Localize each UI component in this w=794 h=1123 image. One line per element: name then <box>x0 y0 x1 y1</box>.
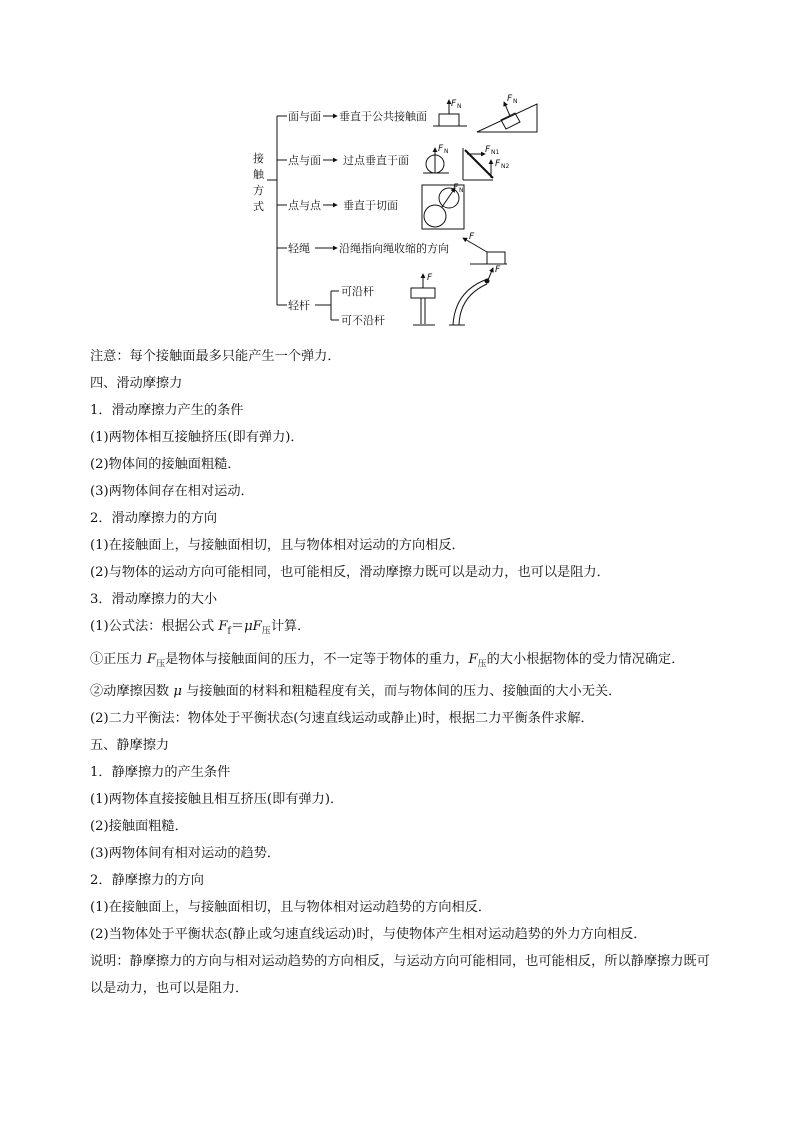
fn1-label: F <box>485 145 491 155</box>
f-label-curved: F <box>495 265 501 275</box>
branch-rope: 轻绳 <box>288 242 310 255</box>
mu-suffix: 与接触面的材料和粗糙程度有关，而与物体间的压力、接触面的大小无关． <box>181 684 622 700</box>
s4-direction-2: (2)与物体的运动方向可能相同，也可能相反，滑动摩擦力既可以是动力，也可以是阻力． <box>90 565 610 580</box>
s4-condition-3: (3)两物体间存在相对运动． <box>90 484 254 499</box>
rod-subtree-lines <box>323 291 339 320</box>
root-label-1: 接 <box>253 152 264 165</box>
main-text <box>90 343 716 1002</box>
root-label-2: 触 <box>253 168 264 181</box>
s4-balance-method: (2)二力平衡法：物体处于平衡状态(匀速直线运动或静止)时，根据二力平衡条件求解． <box>90 711 594 727</box>
mu-prefix: ②动摩擦因数 <box>90 684 174 700</box>
formula-eq: ＝ <box>230 619 245 634</box>
s4-subheading-2: 2．滑动摩擦力的方向 <box>90 511 218 526</box>
pressure-f2-sub: 压 <box>477 659 487 670</box>
fn-sub: N <box>457 103 462 110</box>
s5-condition-3: (3)两物体间有相对运动的趋势． <box>90 846 281 862</box>
s5-condition-2: (2)接触面粗糙． <box>90 819 188 835</box>
s5-subheading-1: 1．静摩擦力的产生条件 <box>90 765 231 781</box>
s4-formula-method <box>90 613 716 646</box>
fn-sub-incline: N <box>513 98 518 105</box>
fn2-label: F <box>495 159 501 169</box>
branch-face-face-rule: 垂直于公共接触面 <box>339 110 427 123</box>
branch-rope-rule: 沿绳指向绳收缩的方向 <box>339 242 449 255</box>
tree-lines <box>267 116 287 305</box>
section-5-heading: 五、静摩擦力 <box>90 738 170 754</box>
pressure-f2: F <box>468 651 478 667</box>
branch-rod: 轻杆 <box>288 299 310 312</box>
s5-direction-1: (1)在接触面上，与接触面相切，且与物体相对运动趋势的方向相反． <box>90 900 492 916</box>
f-label-rod: F <box>427 273 433 283</box>
fn1-sub: N1 <box>491 149 500 156</box>
contact-mode-diagram-svg <box>245 92 565 337</box>
s4-mu-note <box>90 678 716 705</box>
s4-condition-1: (1)两物体相互接触挤压(即有弹力)． <box>90 430 304 445</box>
branch-point-point-rule: 垂直于切面 <box>343 199 398 212</box>
note-line: 注意：每个接触面最多只能产生一个弹力． <box>90 349 341 364</box>
formula-f-sub: f <box>227 626 231 637</box>
fn-sub-balls: N <box>459 187 464 194</box>
contact-mode-diagram <box>245 92 565 337</box>
s5-condition-1: (1)两物体直接接触且相互挤压(即有弹力)． <box>90 792 344 808</box>
incline-block-icon <box>477 102 537 132</box>
pressure-suffix: 的大小根据物体的受力情况确定． <box>486 651 685 667</box>
root-label-3: 方 <box>253 184 264 197</box>
s5-subheading-2: 2．静摩擦力的方向 <box>90 873 204 889</box>
formula-f: F <box>218 619 228 634</box>
root-label-4: 式 <box>253 200 264 213</box>
fn-label-incline: F <box>507 94 513 104</box>
s5-direction-2: (2)当物体处于平衡状态(静止或匀速直线运动)时，与使物体产生相对运动趋势的外力方向相反． <box>90 927 647 943</box>
formula-mu-sub: 压 <box>261 626 271 637</box>
s4-subheading-3: 3．滑动摩擦力的大小 <box>90 592 218 607</box>
curved-rod-icon <box>449 268 493 325</box>
pressure-f-sub: 压 <box>156 659 166 670</box>
branch-point-face: 点与面 <box>288 154 321 167</box>
mu-symbol: μ <box>173 684 182 700</box>
branch-point-face-rule: 过点垂直于面 <box>343 154 409 167</box>
rod-not-along: 可不沿杆 <box>341 314 385 327</box>
branch-face-face: 面与面 <box>288 110 321 123</box>
formula-prefix: (1)公式法：根据公式 <box>90 619 219 634</box>
pressure-prefix: ①正压力 <box>90 651 147 667</box>
fn-sub-ball: N <box>444 148 449 155</box>
formula-suffix: 计算． <box>270 619 311 634</box>
s4-condition-2: (2)物体间的接触面粗糙． <box>90 457 241 472</box>
s4-subheading-1: 1．滑动摩擦力产生的条件 <box>90 403 244 418</box>
fn-label: F <box>451 99 457 109</box>
f-label-rope: F <box>469 232 475 242</box>
fn-label-ball: F <box>438 144 444 154</box>
fn2-sub: N2 <box>501 163 510 170</box>
s5-note: 说明：静摩擦力的方向与相对运动趋势的方向相反，与运动方向可能相同，也可能相反，所以静摩擦力既可以是动力，也可以是阻力． <box>90 954 710 997</box>
fn-label-balls: F <box>453 183 459 193</box>
pressure-mid: 是物体与接触面间的压力，不一定等于物体的重力， <box>165 651 469 667</box>
formula-mu: μF <box>244 619 262 634</box>
face-face-block-icon <box>433 100 467 126</box>
branch-point-point: 点与点 <box>288 199 321 212</box>
section-4-heading: 四、滑动摩擦力 <box>90 376 183 391</box>
pressure-f: F <box>146 651 157 667</box>
s4-pressure-note <box>90 646 716 679</box>
rod-along: 可沿杆 <box>341 285 374 298</box>
s4-direction-1: (1)在接触面上，与接触面相切，且与物体相对运动的方向相反． <box>90 538 465 553</box>
